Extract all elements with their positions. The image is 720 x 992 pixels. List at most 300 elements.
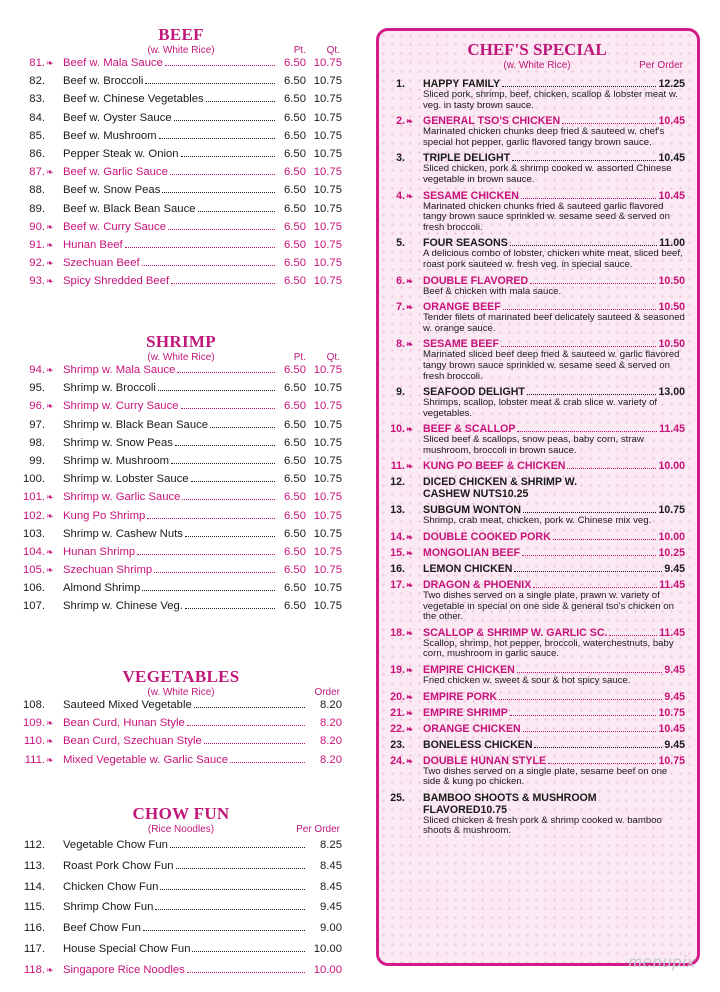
- shrimp-qt-label: Qt.: [326, 352, 340, 363]
- dot-leader: [187, 972, 305, 973]
- dot-leader: [176, 868, 305, 869]
- menu-item: [20, 510, 342, 528]
- dot-leader: [533, 587, 657, 588]
- item-number: 12.: [390, 476, 405, 489]
- menu-item: [20, 112, 342, 130]
- item-name: LEMON CHICKEN: [423, 563, 513, 576]
- dot-leader: [210, 427, 275, 428]
- price-pint: 6.50: [284, 400, 306, 413]
- item-price: 9.45: [664, 738, 685, 751]
- item-name: Vegetable Chow Fun: [63, 839, 168, 851]
- price-pint: 6.50: [284, 220, 306, 233]
- special-item: [389, 563, 685, 575]
- item-price: 10.50: [658, 274, 685, 287]
- item-name: SEAFOOD DELIGHT: [423, 386, 525, 399]
- dot-leader: [502, 86, 656, 87]
- item-number: 19.: [390, 664, 405, 677]
- item-name: Shrimp w. Cashew Nuts: [63, 527, 183, 540]
- price-pint: 6.50: [284, 184, 306, 197]
- menu-item: [20, 754, 342, 772]
- item-number: 101.: [23, 491, 45, 504]
- dot-leader: [174, 120, 275, 121]
- chefs-special-subheader: [389, 59, 685, 72]
- price-pint: 6.50: [284, 454, 306, 467]
- menu-item: [20, 455, 342, 473]
- chow-fun-order-label: Per Order: [296, 824, 340, 835]
- special-item: [389, 237, 685, 270]
- item-description: Marinated chicken chunks fried & sauteed garlic flavored tangy brown sauce sprinkled w. sesame seed & served on fresh broccoli.: [423, 200, 670, 233]
- special-item: [389, 707, 685, 719]
- special-item-header: [389, 190, 685, 202]
- dot-leader: [567, 468, 656, 469]
- price-pint: 6.50: [284, 147, 306, 160]
- price-quart: 10.75: [313, 238, 342, 251]
- chefs-special-items: [389, 78, 685, 837]
- menu-item: [20, 93, 342, 111]
- item-price: 11.45: [659, 626, 685, 639]
- dot-leader: [158, 390, 275, 391]
- item-number: 82.: [29, 75, 45, 88]
- price-quart: 10.75: [313, 527, 342, 540]
- price-order: 8.45: [320, 859, 342, 872]
- item-number: 8.: [396, 338, 405, 351]
- spicy-pepper-icon: ❧: [46, 167, 54, 178]
- item-price: 9.45: [664, 664, 685, 677]
- item-number: 110.: [23, 735, 45, 748]
- menu-item: [20, 717, 342, 735]
- chow-fun-title: CHOW FUN: [132, 804, 230, 823]
- item-name: Chicken Chow Fun: [63, 880, 159, 893]
- item-number: 102.: [23, 509, 45, 522]
- special-item-header: [389, 755, 685, 767]
- item-name: Beef Chow Fun: [63, 922, 141, 935]
- item-name: SUBGUM WONTON: [423, 504, 522, 517]
- item-name: Singapore Rice Noodles: [63, 963, 185, 976]
- spicy-pepper-icon: ❧: [46, 754, 54, 765]
- spicy-pepper-icon: ❧: [406, 275, 414, 286]
- special-item: [389, 190, 685, 234]
- special-item-header: [389, 531, 685, 543]
- item-name: Shrimp w. Snow Peas: [63, 436, 173, 449]
- item-number: 111.: [24, 753, 45, 766]
- price-pint: 6.50: [284, 527, 306, 540]
- spicy-pepper-icon: ❧: [46, 239, 54, 250]
- spicy-pepper-icon: ❧: [406, 707, 414, 718]
- dot-leader: [204, 743, 305, 744]
- item-name: FOUR SEASONS: [423, 237, 508, 250]
- price-quart: 10.75: [313, 275, 342, 288]
- special-item-header: [389, 460, 685, 472]
- beef-qt-label: Qt.: [326, 45, 340, 56]
- menu-item: [20, 881, 342, 902]
- dot-leader: [534, 747, 662, 748]
- vegetables-items: [20, 699, 342, 772]
- price-pint: 6.50: [284, 129, 306, 142]
- spicy-pepper-icon: ❧: [406, 548, 414, 559]
- item-price: 10.45: [658, 722, 685, 735]
- item-number: 86.: [29, 147, 45, 160]
- item-description: Tender filets of marinated beef delicately sauteed & seasoned w. orange sauce.: [423, 312, 685, 334]
- menu-item: [20, 564, 342, 582]
- item-name: EMPIRE PORK: [423, 690, 498, 703]
- price-pint: 6.50: [284, 93, 306, 106]
- special-item: [389, 627, 685, 660]
- shrimp-note: (w. White Rice): [147, 352, 215, 363]
- dot-leader: [501, 346, 657, 347]
- dot-leader: [168, 229, 275, 230]
- price-quart: 10.75: [313, 582, 342, 595]
- dot-leader: [181, 156, 275, 157]
- item-number: 109.: [23, 717, 45, 730]
- menu-item: [20, 943, 342, 964]
- menu-item: [20, 166, 342, 184]
- price-pint: 6.50: [284, 545, 306, 558]
- special-item-header: [389, 476, 685, 488]
- shrimp-title: SHRIMP: [146, 332, 216, 351]
- item-name: TRIPLE DELIGHT: [423, 152, 511, 165]
- shrimp-items: [20, 364, 342, 619]
- item-description: Sliced pork, shrimp, beef, chicken, scallop & lobster meat w. veg. in tasty brown sauce.: [423, 89, 678, 111]
- item-number: 1.: [396, 78, 405, 90]
- item-name-continued: FLAVORED: [423, 803, 481, 816]
- item-number: 98.: [29, 436, 45, 449]
- watermark: menupix: [628, 954, 696, 971]
- dot-leader: [154, 572, 275, 573]
- vegetables-section: [20, 668, 342, 778]
- special-item: [389, 531, 685, 543]
- item-name: Beef w. Garlic Sauce: [63, 166, 168, 179]
- dot-leader: [192, 951, 305, 952]
- dot-leader: [548, 763, 656, 764]
- item-name: Beef w. Mala Sauce: [63, 57, 163, 69]
- item-price: 10.00: [658, 531, 685, 544]
- special-item: [389, 792, 685, 837]
- beef-items: [20, 57, 342, 293]
- item-description: A delicious combo of lobster, chicken white meat, sliced beef, roast pork sauteed w. fresh veg. in special sauce.: [423, 248, 683, 270]
- dot-leader: [142, 590, 275, 591]
- item-number: 117.: [23, 942, 45, 955]
- dot-leader: [609, 635, 657, 636]
- shrimp-subheader: [20, 351, 342, 364]
- item-name: SCALLOP & SHRIMP W. GARLIC SC.: [423, 626, 608, 639]
- item-number: 18.: [390, 626, 405, 639]
- special-item: [389, 338, 685, 382]
- dot-leader: [194, 707, 305, 708]
- item-name: SESAME BEEF: [423, 338, 499, 351]
- dot-leader: [206, 101, 275, 102]
- item-number: 5.: [396, 237, 405, 250]
- item-name: DICED CHICKEN & SHRIMP W.: [423, 476, 578, 489]
- menu-item: [20, 257, 342, 275]
- menu-item: [20, 400, 342, 418]
- price-pint: 6.50: [284, 202, 306, 215]
- item-price: 10.45: [658, 115, 685, 128]
- item-number: 112.: [23, 839, 45, 851]
- item-price: 11.45: [659, 579, 685, 592]
- dot-leader: [170, 847, 305, 848]
- item-number: 14.: [390, 531, 405, 544]
- menu-item: [20, 364, 342, 382]
- item-price: 10.50: [658, 301, 685, 314]
- menu-item: [20, 582, 342, 600]
- price-quart: 10.75: [313, 418, 342, 431]
- menu-item: [20, 473, 342, 491]
- price-pint: 6.50: [284, 111, 306, 124]
- dot-leader: [177, 372, 275, 373]
- beef-pt-label: Pt.: [293, 45, 306, 56]
- item-name: DRAGON & PHOENIX: [423, 579, 532, 592]
- item-number: 3.: [396, 152, 405, 165]
- dot-leader: [521, 198, 657, 199]
- special-item: [389, 423, 685, 456]
- item-number: 6.: [396, 274, 405, 287]
- dot-leader: [185, 536, 275, 537]
- special-item-header-cont: [389, 488, 685, 500]
- item-number: 114.: [23, 880, 45, 893]
- special-item: [389, 739, 685, 751]
- menu-item: [20, 221, 342, 239]
- beef-section: [20, 26, 342, 318]
- spicy-pepper-icon: ❧: [406, 424, 414, 435]
- dot-leader: [145, 83, 275, 84]
- dot-leader: [527, 394, 657, 395]
- chow-fun-subheader: [20, 823, 342, 836]
- vegetables-subheader: [20, 686, 342, 699]
- price-quart: 10.75: [313, 220, 342, 233]
- dot-leader: [171, 283, 275, 284]
- item-name: Beef w. Snow Peas: [63, 184, 161, 197]
- item-number: 92.: [29, 257, 45, 270]
- item-number: 89.: [29, 202, 45, 215]
- price-pint: 6.50: [284, 473, 306, 486]
- item-number: 24.: [390, 754, 405, 767]
- item-number: 85.: [29, 129, 45, 142]
- dot-leader: [522, 555, 656, 556]
- price-order: 8.20: [320, 717, 342, 730]
- dot-leader: [510, 715, 657, 716]
- item-description: Fried chicken w. sweet & sour & hot spicy sauce.: [423, 675, 631, 687]
- item-number: 83.: [29, 93, 45, 106]
- item-number: 21.: [390, 706, 405, 719]
- special-item: [389, 504, 685, 527]
- dot-leader: [142, 265, 275, 266]
- item-number: 107.: [23, 600, 45, 613]
- price-order: 8.20: [320, 735, 342, 748]
- item-price: 11.00: [659, 237, 685, 250]
- item-description: Marinated sliced beef deep fried & sauteed w. garlic flavored tangy brown sauce sprinkled w. sesame seed & served on fresh broccoli.: [423, 349, 680, 382]
- item-name: Beef w. Curry Sauce: [63, 220, 166, 233]
- spicy-pepper-icon: ❧: [46, 401, 54, 412]
- item-name: Szechuan Beef: [63, 257, 140, 270]
- price-order: 9.00: [320, 922, 342, 935]
- dot-leader: [553, 539, 657, 540]
- menu-item: [20, 148, 342, 166]
- spicy-pepper-icon: ❧: [46, 510, 54, 521]
- item-number: 95.: [29, 382, 45, 395]
- dot-leader: [155, 909, 305, 910]
- spicy-pepper-icon: ❧: [406, 461, 414, 472]
- item-number: 17.: [390, 579, 405, 592]
- price-quart: 10.75: [313, 93, 342, 106]
- price-pint: 6.50: [284, 257, 306, 270]
- dot-leader: [514, 571, 662, 572]
- spicy-pepper-icon: ❧: [46, 276, 54, 287]
- item-number: 11.: [390, 460, 405, 473]
- item-description: Sliced chicken, pork & shrimp cooked w. assorted Chinese vegetable in brown sauce.: [423, 163, 672, 185]
- price-quart: 10.75: [313, 473, 342, 486]
- item-number: 105.: [23, 564, 45, 577]
- special-item: [389, 78, 685, 111]
- item-number: 118.: [23, 963, 45, 976]
- spicy-pepper-icon: ❧: [406, 532, 414, 543]
- price-pint: 6.50: [284, 238, 306, 251]
- item-description: Sliced beef & scallops, snow peas, baby corn, straw mushroom, broccoli in brown sauce.: [423, 434, 644, 456]
- item-number: 23.: [390, 738, 405, 751]
- chefs-special-note: (w. White Rice): [503, 60, 571, 71]
- item-name: Shrimp w. Mushroom: [63, 454, 170, 467]
- price-pint: 6.50: [284, 509, 306, 522]
- dot-leader: [171, 463, 275, 464]
- item-number: 2.: [396, 115, 405, 128]
- dot-leader: [160, 889, 305, 890]
- menu-item: [20, 184, 342, 202]
- spicy-pepper-icon: ❧: [406, 580, 414, 591]
- beef-title: BEEF: [158, 25, 204, 44]
- menu-item: [20, 901, 342, 922]
- price-order: 10.00: [313, 963, 342, 976]
- spicy-pepper-icon: ❧: [46, 58, 54, 68]
- item-number: 97.: [29, 418, 45, 431]
- item-description: Marinated chicken chunks deep fried & sauteed w. chef's special hot pepper, garlic flavored tangy brown sauce.: [423, 126, 665, 148]
- price-quart: 10.75: [313, 166, 342, 179]
- price-pint: 6.50: [284, 382, 306, 395]
- price-order: 10.00: [313, 942, 342, 955]
- spicy-pepper-icon: ❧: [406, 116, 414, 127]
- spicy-pepper-icon: ❧: [46, 221, 54, 232]
- spicy-pepper-icon: ❧: [46, 492, 54, 503]
- special-item: [389, 275, 685, 298]
- spicy-pepper-icon: ❧: [406, 665, 414, 676]
- special-item-header: [389, 547, 685, 559]
- menu-item: [20, 491, 342, 509]
- price-quart: 10.75: [313, 600, 342, 613]
- menu-item: [20, 860, 342, 881]
- menu-item: [20, 419, 342, 437]
- dot-leader: [187, 725, 305, 726]
- price-quart: 10.75: [313, 454, 342, 467]
- dot-leader: [147, 518, 275, 519]
- dot-leader: [517, 672, 663, 673]
- item-description: Shrimps, scallop, lobster meat & crab slice w. variety of vegetables.: [423, 397, 658, 419]
- dot-leader: [175, 445, 275, 446]
- dot-leader: [159, 138, 275, 139]
- menu-item: [20, 839, 342, 860]
- item-number: 113.: [23, 859, 45, 872]
- price-order: 8.20: [320, 699, 342, 711]
- item-name: Hunan Shrimp: [63, 545, 136, 558]
- item-name: Beef w. Chinese Vegetables: [63, 93, 204, 106]
- item-description: Two dishes served on a single plate, prawn w. variety of vegetable in special on one side & general tso's chicken on the other.: [423, 590, 674, 623]
- price-quart: 10.75: [313, 57, 342, 69]
- item-number: 94.: [29, 364, 45, 376]
- vegetables-note: (w. White Rice): [147, 687, 215, 698]
- price-quart: 10.75: [313, 491, 342, 504]
- item-number: 25.: [390, 791, 405, 804]
- price-pint: 6.50: [284, 57, 306, 69]
- price-quart: 10.75: [313, 509, 342, 522]
- item-number: 84.: [29, 111, 45, 124]
- item-description: Sliced chicken & fresh pork & shrimp cooked w. bamboo shoots & mushroom.: [423, 814, 662, 837]
- vegetables-order-label: Order: [314, 687, 340, 698]
- spicy-pepper-icon: ❧: [46, 718, 54, 729]
- left-column: [20, 26, 342, 985]
- dot-leader: [162, 192, 275, 193]
- price-pint: 6.50: [284, 491, 306, 504]
- item-number: 87.: [29, 166, 45, 179]
- item-name: Shrimp w. Curry Sauce: [63, 400, 179, 413]
- price-quart: 10.75: [313, 545, 342, 558]
- price-quart: 10.75: [313, 257, 342, 270]
- menu-item: [20, 130, 342, 148]
- item-price: 10.75: [658, 504, 685, 517]
- shrimp-pt-label: Pt.: [293, 352, 306, 363]
- item-price: 10.50: [658, 338, 685, 351]
- item-number: 99.: [29, 454, 45, 467]
- item-number: 9.: [396, 386, 405, 399]
- spicy-pepper-icon: ❧: [46, 258, 54, 269]
- item-name: Shrimp w. Chinese Veg.: [63, 600, 183, 613]
- item-number: 106.: [23, 582, 45, 595]
- spicy-pepper-icon: ❧: [406, 755, 414, 766]
- menu-item: [20, 75, 342, 93]
- dot-leader: [510, 245, 657, 246]
- dot-leader: [191, 481, 275, 482]
- item-name: HAPPY FAMILY: [423, 78, 501, 90]
- special-item: [389, 152, 685, 185]
- price-order: 8.45: [320, 880, 342, 893]
- item-name: Shrimp w. Garlic Sauce: [63, 491, 181, 504]
- item-number: 116.: [23, 922, 45, 935]
- special-item: [389, 386, 685, 419]
- beef-subheader: [20, 44, 342, 57]
- item-description: Beef & chicken with mala sauce.: [423, 285, 562, 297]
- special-item-header: [389, 691, 685, 703]
- menu-item: [20, 437, 342, 455]
- item-number: 88.: [29, 184, 45, 197]
- item-name: Bean Curd, Hunan Style: [63, 717, 185, 730]
- item-number: 22.: [390, 722, 405, 735]
- price-pint: 6.50: [284, 418, 306, 431]
- menu-item: [20, 528, 342, 546]
- spicy-pepper-icon: ❧: [46, 546, 54, 557]
- dot-leader: [165, 65, 275, 66]
- item-name: Hunan Beef: [63, 238, 123, 251]
- special-item-header: [389, 707, 685, 719]
- menu-item: [20, 57, 342, 75]
- menu-item: [20, 735, 342, 753]
- item-number: 81.: [29, 57, 45, 69]
- spicy-pepper-icon: ❧: [46, 365, 54, 375]
- beef-note: (w. White Rice): [147, 45, 215, 56]
- price-pint: 6.50: [284, 582, 306, 595]
- spicy-pepper-icon: ❧: [406, 190, 414, 201]
- item-name: MONGOLIAN BEEF: [423, 547, 521, 560]
- price-quart: 10.75: [313, 564, 342, 577]
- item-name-continued: CASHEW NUTS: [423, 488, 502, 501]
- item-number: 100.: [23, 473, 45, 486]
- spicy-pepper-icon: ❧: [406, 339, 414, 350]
- item-number: 104.: [23, 545, 45, 558]
